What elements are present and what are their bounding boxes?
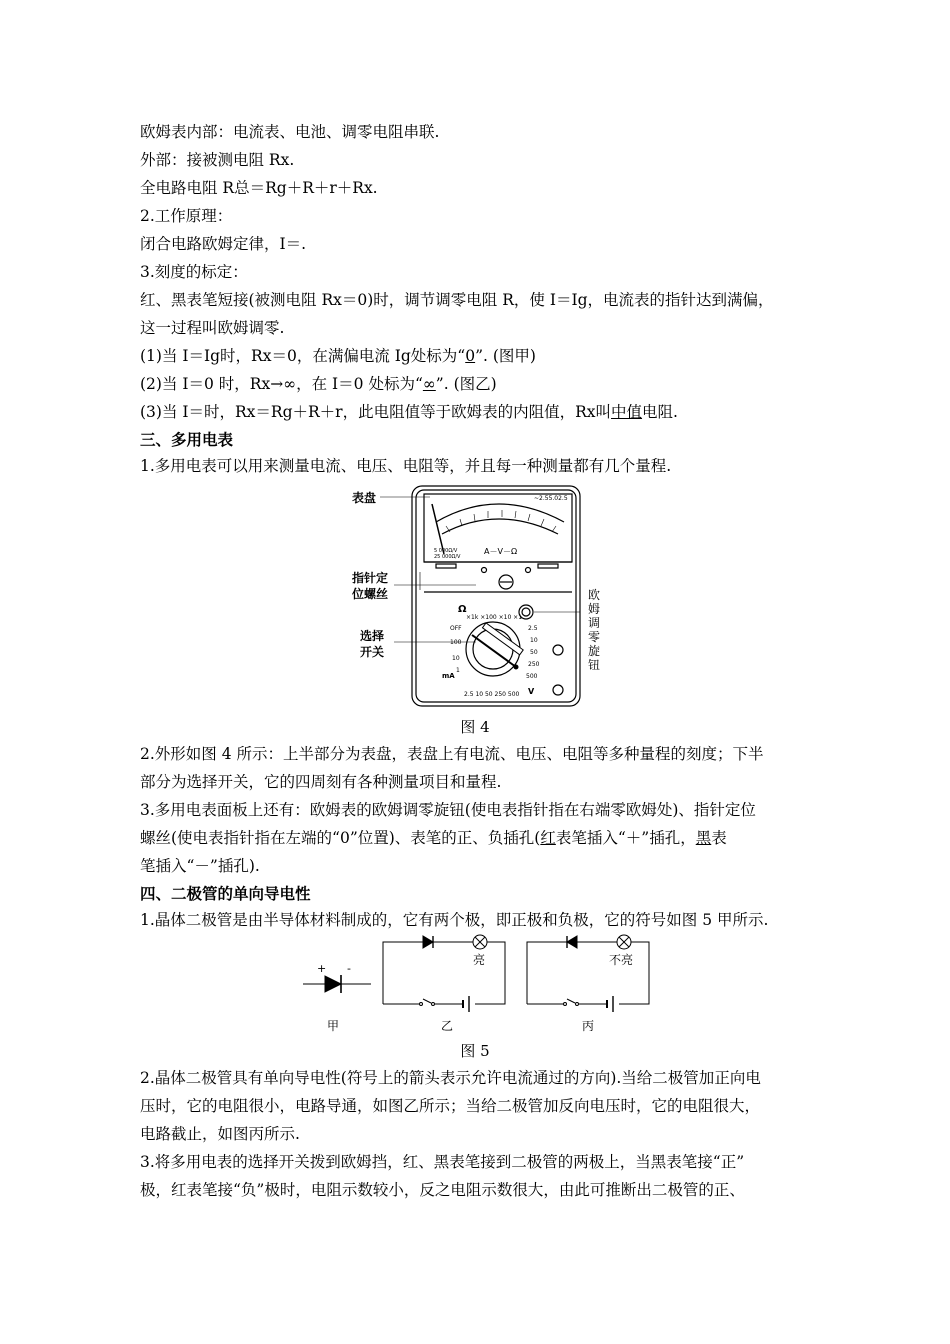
diode-figure xyxy=(295,932,665,1042)
text-line: 这一过程叫欧姆调零. xyxy=(140,319,285,337)
screw-label-2: 位螺丝 xyxy=(352,587,389,601)
text-span: 表 xyxy=(711,829,727,847)
text-line: 3.刻度的标定： xyxy=(140,263,248,281)
knob-label-char: 钮 xyxy=(588,658,601,672)
ma-label: mA xyxy=(442,672,455,680)
underlined-word: 黑 xyxy=(695,829,712,847)
section-heading: 四、二极管的单向导电性 xyxy=(140,885,311,903)
underlined-word: 红 xyxy=(540,829,556,847)
underlined-answer: 中值 xyxy=(611,403,643,421)
knob-label-char: 姆 xyxy=(588,602,601,616)
screw-label-1: 指针定 xyxy=(352,571,389,585)
text-span: (3)当 I＝时，Rx＝Rg＋R＋r，此电阻值等于欧姆表的内阻值，Rx叫 xyxy=(140,403,612,421)
text-line: 红、黑表笔短接(被测电阻 Rx＝0)时，调节调零电阻 R，使 I＝Ig，电流表的指针达到满偏， xyxy=(140,291,774,309)
subfigure-label: 乙 xyxy=(441,1019,454,1033)
meter-top-right-text: ~2.55.02.5 xyxy=(534,495,568,502)
knob-label-char: 调 xyxy=(588,616,601,630)
text-span: 螺丝(使电表指针指在左端的“0”位置)、表笔的正、负插孔( xyxy=(140,829,541,847)
minus-sign: - xyxy=(347,962,351,975)
figure-caption: 图 5 xyxy=(460,1042,490,1060)
text-line xyxy=(140,828,727,848)
figure-caption: 图 4 xyxy=(460,718,490,736)
text-span: 表笔插入“＋”插孔， xyxy=(555,829,696,847)
v-scale: 50 xyxy=(530,649,538,656)
v-scale: 250 xyxy=(528,661,540,668)
text-line xyxy=(140,374,497,394)
switch-label-1: 选择 xyxy=(360,629,385,643)
text-span: (2)当 I＝0 时，Rx→∞，在 I＝0 处标为“ xyxy=(140,375,423,393)
subfigure-label: 丙 xyxy=(582,1019,595,1033)
text-span: ”. (图乙) xyxy=(435,375,497,393)
off-label: OFF xyxy=(450,625,462,632)
bottom-scale: 2.5 10 50 250 500 xyxy=(464,691,520,698)
underlined-answer: ∞ xyxy=(422,375,436,393)
switch-label-2: 开关 xyxy=(360,645,385,659)
text-line: 1.多用电表可以用来测量电流、电压、电阻等，并且每一种测量都有几个量程. xyxy=(140,457,672,475)
text-line: 1.晶体二极管是由半导体材料制成的，它有两个极，即正极和负极，它的符号如图 5 甲所示. xyxy=(140,911,769,929)
text-line: 欧姆表内部：电流表、电池、调零电阻串联. xyxy=(140,123,440,141)
ma-scale: 1 xyxy=(456,667,460,674)
ohm-symbol: Ω xyxy=(458,604,467,615)
lamp-off-label: 不亮 xyxy=(609,953,634,967)
knob-label-char: 零 xyxy=(588,630,601,644)
text-line xyxy=(140,402,678,422)
text-span: (1)当 I＝Ig时，Rx＝0，在满偏电流 Ig处标为“ xyxy=(140,347,466,365)
subfigure-label: 甲 xyxy=(327,1019,340,1033)
meter-small-text: 25 000Ω/V xyxy=(434,554,461,560)
ohm-ranges: ×1k ×100 ×10 ×1 xyxy=(466,614,523,621)
meter-face-text: A－V－Ω xyxy=(484,547,518,556)
ma-scale: 10 xyxy=(452,655,460,662)
text-line: 2.工作原理： xyxy=(140,207,233,225)
meter-small-text: 5 000Ω/V xyxy=(434,548,458,554)
v-scale: 2.5 xyxy=(528,625,538,632)
text-line: 全电路电阻 R总＝Rg＋R＋r＋Rx. xyxy=(140,179,378,197)
text-line: 3.多用电表面板上还有：欧姆表的欧姆调零旋钮(使电表指针指在右端零欧姆处)、指针定位 xyxy=(140,801,756,819)
text-line: 2.外形如图 4 所示：上半部分为表盘，表盘上有电流、电压、电阻等多种量程的刻度；下半 xyxy=(140,745,764,763)
multimeter-figure xyxy=(350,482,610,712)
ma-scale: 100 xyxy=(450,639,462,646)
knob-label-char: 旋 xyxy=(588,644,601,658)
section-heading: 三、多用电表 xyxy=(140,431,234,449)
v-label: V xyxy=(528,687,535,696)
text-line: 2.晶体二极管具有单向导电性(符号上的箭头表示允许电流通过的方向).当给二极管加正向电 xyxy=(140,1069,761,1087)
v-scale: 10 xyxy=(530,637,538,644)
plus-sign: + xyxy=(317,962,327,975)
text-line: 极，红表笔接“负”极时，电阻示数较小，反之电阻示数很大，由此可推断出二极管的正、 xyxy=(140,1181,745,1199)
text-span: ”. (图甲) xyxy=(475,347,536,365)
text-line: 3.将多用电表的选择开关拨到欧姆挡，红、黑表笔接到二极管的两极上，当黑表笔接“正” xyxy=(140,1153,745,1171)
v-scale: 500 xyxy=(526,673,538,680)
text-line: 部分为选择开关，它的四周刻有各种测量项目和量程. xyxy=(140,773,502,791)
text-line: 闭合电路欧姆定律，I＝. xyxy=(140,235,307,253)
text-line xyxy=(140,346,536,366)
underlined-answer: 0 xyxy=(465,347,476,365)
dial-label: 表盘 xyxy=(352,491,377,505)
text-line: 外部：接被测电阻 Rx. xyxy=(140,151,295,169)
text-line: 压时，它的电阻很小，电路导通，如图乙所示；当给二极管加反向电压时，它的电阻很大， xyxy=(140,1097,761,1115)
text-line: 电路截止，如图丙所示. xyxy=(140,1125,300,1143)
text-span: 电阻. xyxy=(642,403,678,421)
text-line: 笔插入“－”插孔). xyxy=(140,857,260,875)
knob-label-char: 欧 xyxy=(588,588,601,602)
lamp-on-label: 亮 xyxy=(473,953,486,967)
